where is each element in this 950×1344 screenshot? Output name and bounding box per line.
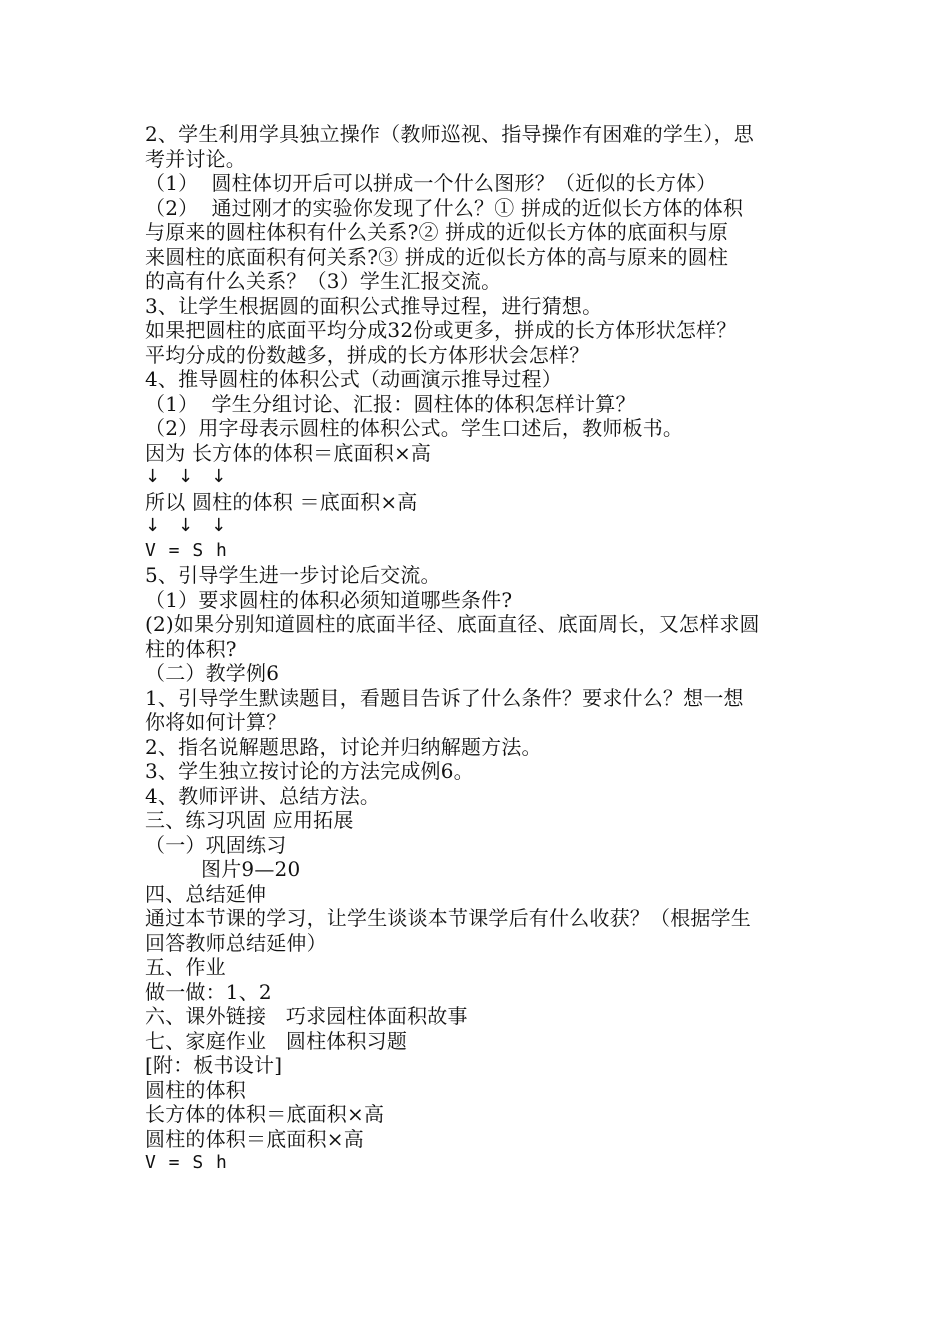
section-heading: （二）教学例6 [145,661,280,685]
section-heading: 五、作业 [145,955,226,979]
text-line: 回答教师总结延伸） [145,930,327,955]
text-line: 做一做：1、2 [145,979,272,1004]
text-line: 1、引导学生默读题目，看题目告诉了什么条件？要求什么？想一想 [145,685,744,710]
section-heading: 四、总结延伸 [145,881,267,906]
formula-line: 所以 圆柱的体积 ＝底面积×高 [145,489,418,514]
picture-reference: 图片9—20 [201,857,301,881]
down-arrows: ↓ ↓ ↓ [145,515,227,536]
text-line: 2、学生利用学具独立操作（教师巡视、指导操作有困难的学生），思 [145,122,754,146]
text-line: （2） 通过刚才的实验你发现了什么？① 拼成的近似长方体的体积 [145,195,744,220]
text-line: （1） 学生分组讨论、汇报：圆柱体的体积怎样计算？ [145,391,636,416]
section-heading: 六、课外链接 巧求园柱体面积故事 [145,1004,468,1028]
section-heading: 4、推导圆柱的体积公式（动画演示推导过程） [145,367,562,391]
text-line: 4、教师评讲、总结方法。 [145,783,381,808]
lesson-plan-body [145,122,815,1176]
text-line: 与原来的圆柱体积有什么关系?② 拼成的近似长方体的底面积与原 [145,220,729,244]
formula-letters: V = S h [145,1152,228,1173]
board-design-heading: [附：板书设计] [145,1053,283,1077]
section-heading: 5、引导学生进一步讨论后交流。 [145,563,441,587]
formula-line: 因为 长方体的体积＝底面积×高 [145,440,432,465]
text-line: 3、学生独立按讨论的方法完成例6。 [145,759,474,783]
text-line: （1） 圆柱体切开后可以拼成一个什么图形？（近似的长方体） [145,171,717,195]
board-title: 圆柱的体积 [145,1077,246,1102]
section-heading: （一）巩固练习 [145,832,287,857]
text-line: 通过本节课的学习，让学生谈谈本节课学后有什么收获？（根据学生 [145,906,751,930]
text-line: 平均分成的份数越多，拼成的长方体形状会怎样？ [145,342,590,367]
text-line: (2)如果分别知道圆柱的底面半径、底面直径、底面周长，又怎样求圆 [145,612,760,636]
text-line: 如果把圆柱的底面平均分成32份或更多，拼成的长方体形状怎样？ [145,318,737,342]
text-line: 3、让学生根据圆的面积公式推导过程，进行猜想。 [145,293,603,318]
text-line: 的高有什么关系？（3）学生汇报交流。 [145,269,502,293]
text-line: 来圆柱的底面积有何关系?③ 拼成的近似长方体的高与原来的圆柱 [145,244,729,269]
down-arrows: ↓ ↓ ↓ [145,466,227,487]
text-line: 柱的体积? [145,636,237,661]
formula-line: 长方体的体积＝底面积×高 [145,1102,385,1126]
text-line: （2）用字母表示圆柱的体积公式。学生口述后，教师板书。 [145,416,684,440]
formula-line: 圆柱的体积＝底面积×高 [145,1126,364,1151]
section-heading: 七、家庭作业 圆柱体积习题 [145,1028,408,1053]
text-line: （1）要求圆柱的体积必须知道哪些条件? [145,587,513,612]
text-line: 你将如何计算？ [145,710,287,734]
section-heading: 三、练习巩固 应用拓展 [145,808,354,832]
text-line: 考并讨论。 [145,146,246,171]
formula-letters: V = S h [145,539,228,561]
text-line: 2、指名说解题思路，讨论并归纳解题方法。 [145,734,542,759]
